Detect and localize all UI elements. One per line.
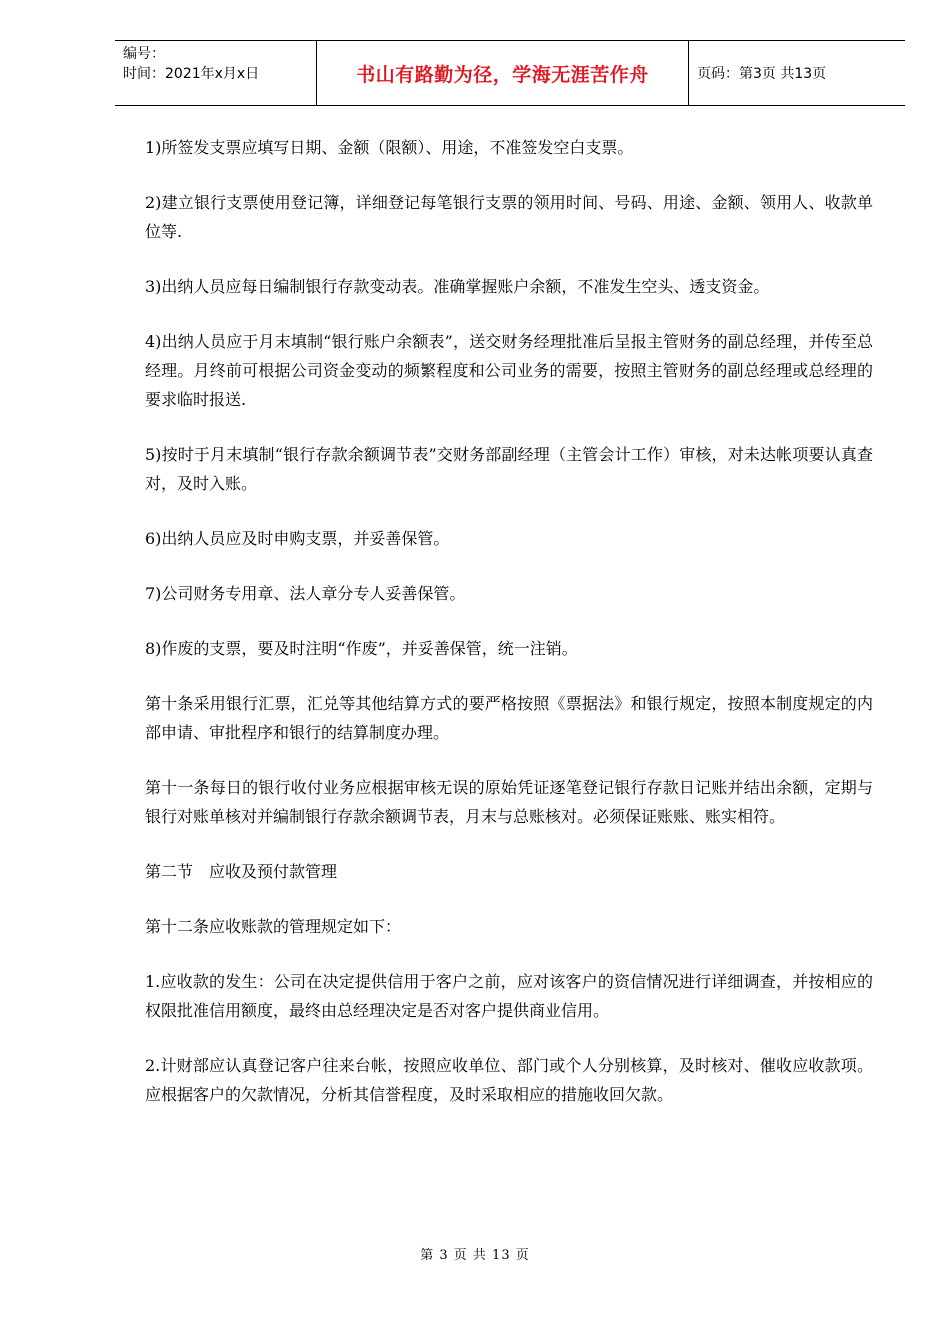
paragraph-1: 1)所签发支票应填写日期、金额（限额）、用途，不准签发空白支票。 <box>145 138 634 157</box>
paragraph-7: 7)公司财务专用章、法人章分专人妥善保管。 <box>145 584 466 603</box>
header-motto: 书山有路勤为径，学海无涯苦作舟 <box>316 41 689 105</box>
document-time-label: 时间：2021年x月x日 <box>123 66 260 82</box>
page-header <box>115 40 905 106</box>
header-meta <box>115 41 316 105</box>
paragraph-8: 8)作废的支票，要及时注明“作废”，并妥善保管，统一注销。 <box>145 639 578 658</box>
paragraph-4: 4)出纳人员应于月末填制“银行账户余额表”，送交财务经理批准后呈报主管财务的副总经理，并传至总经理。月终前可根据公司资金变动的频繁程度和公司业务的需要，按照主管财务的副总经理或总经理的要求临时报送. <box>145 332 873 409</box>
document-body <box>145 133 873 1135</box>
document-number-label: 编号： <box>123 46 165 62</box>
receivable-item-2: 2.计财部应认真登记客户往来台帐，按照应收单位、部门或个人分别核算，及时核对、催收应收款项。应根据客户的欠款情况，分析其信誉程度，及时采取相应的措施收回欠款。 <box>145 1056 873 1104</box>
header-page-number: 页码：第3页 共13页 <box>697 66 827 82</box>
article-11: 第十一条每日的银行收付业务应根据审核无误的原始凭证逐笔登记银行存款日记账并结出余额，定期与银行对账单核对并编制银行存款余额调节表，月末与总账核对。必须保证账账、账实相符。 <box>145 778 873 826</box>
article-10: 第十条采用银行汇票，汇兑等其他结算方式的要严格按照《票据法》和银行规定，按照本制度规定的内部申请、审批程序和银行的结算制度办理。 <box>145 694 873 742</box>
section-heading: 第二节 应收及预付款管理 <box>145 862 338 881</box>
paragraph-6: 6)出纳人员应及时申购支票，并妥善保管。 <box>145 529 450 548</box>
article-12: 第十二条应收账款的管理规定如下： <box>145 917 402 936</box>
paragraph-5: 5)按时于月末填制“银行存款余额调节表”交财务部副经理（主管会计工作）审核，对未达帐项要认真查对，及时入账。 <box>145 445 873 493</box>
paragraph-3: 3)出纳人员应每日编制银行存款变动表。准确掌握账户余额，不准发生空头、透支资金。 <box>145 277 770 296</box>
receivable-item-1: 1.应收款的发生：公司在决定提供信用于客户之前，应对该客户的资信情况进行详细调查，并按相应的权限批准信用额度，最终由总经理决定是否对客户提供商业信用。 <box>145 972 873 1020</box>
paragraph-2: 2)建立银行支票使用登记簿，详细登记每笔银行支票的领用时间、号码、用途、金额、领用人、收款单位等. <box>145 193 873 241</box>
page-footer: 第 3 页 共 13 页 <box>420 1248 530 1263</box>
